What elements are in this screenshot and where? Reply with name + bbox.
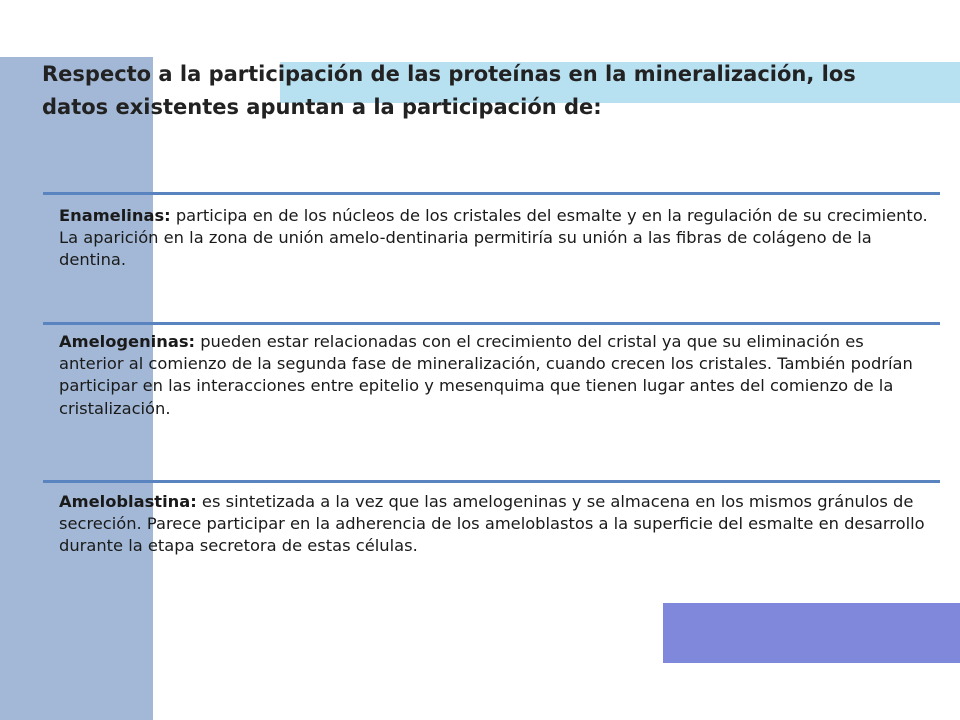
list-item-text — [43, 483, 940, 558]
list-item-description: pueden estar relacionadas con el crecimiento del cristal ya que su eliminación es anterior al comienzo de la segunda fase de mineralización, cuando crecen los cristales. También podrían participar en las interacciones entre epitelio y mesenquima que tienen lugar antes del comienzo de la cristalización. — [59, 332, 913, 418]
list-item-label: Ameloblastina: — [59, 492, 197, 511]
list-item-amelogeninas — [43, 322, 940, 420]
list-item-text — [43, 195, 940, 272]
list-item-label: Amelogeninas: — [59, 332, 196, 351]
list-item-description: participa en de los núcleos de los cristales del esmalte y en la regulación de su crecimiento. La aparición en la zona de unión amelo-dentinaria permitiría su unión a las fibras de colágeno de la dentina. — [59, 206, 928, 270]
list-item-label: Enamelinas: — [59, 206, 171, 225]
slide-title: Respecto a la participación de las proteínas en la mineralización, los datos existentes apuntan a la participación de: — [42, 62, 856, 119]
list-item-description: es sintetizada a la vez que las amelogeninas y se almacena en los mismos gránulos de secreción. Parece participar en la adherencia de los ameloblastos a la superficie del esmalte en desarrollo durante la etapa secretora de estas células. — [59, 492, 925, 556]
list-item-text — [43, 325, 940, 420]
list-item-ameloblastina — [43, 480, 940, 558]
list-item-enamelinas — [43, 192, 940, 272]
corner-decorative-block — [663, 603, 960, 663]
